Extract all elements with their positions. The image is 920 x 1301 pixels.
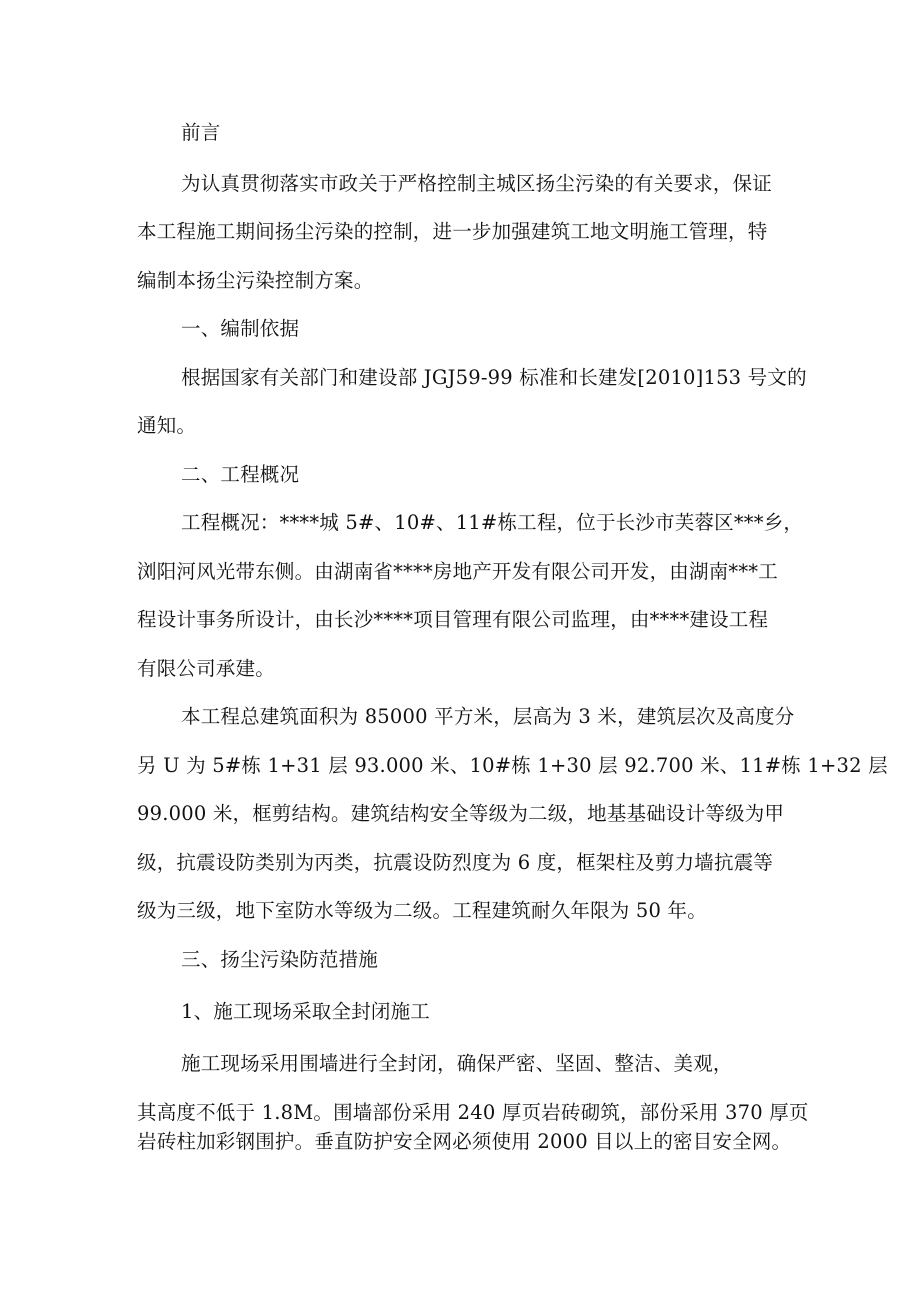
overview-p1-line-1: 工程概况：****城 5#、10#、11#栋工程，位于长沙市芙蓉区***乡，: [181, 511, 804, 534]
intro-line-2: 本工程施工期间扬尘污染的控制，进一步加强建筑工地文明施工管理，特: [137, 220, 768, 243]
subsection-heading-enclosure: 1、施工现场采取全封闭施工: [181, 1000, 431, 1023]
basis-line-1: 根据国家有关部门和建设部 JGJ59-99 标准和长建发[2010]153 号文的: [181, 366, 807, 389]
overview-p1-line-4: 有限公司承建。: [137, 657, 275, 680]
section-heading-overview: 二、工程概况: [181, 463, 300, 486]
overview-p1-line-2: 浏阳河风光带东侧。由湖南省****房地产开发有限公司开发，由湖南***工: [137, 560, 778, 583]
overview-p2-line-4: 级，抗震设防类别为丙类，抗震设防烈度为 6 度，框架柱及剪力墙抗震等: [137, 851, 774, 874]
basis-line-2: 通知。: [137, 414, 197, 437]
overview-p2-line-2: 另 U 为 5#栋 1+31 层 93.000 米、10#栋 1+30 层 92.700 米、11#栋 1+32 层: [137, 754, 888, 777]
overview-p2-line-5: 级为三级，地下室防水等级为二级。工程建筑耐久年限为 50 年。: [137, 899, 707, 922]
intro-line-1: 为认真贯彻落实市政关于严格控制主城区扬尘污染的有关要求，保证: [181, 172, 773, 195]
overview-p2-line-1: 本工程总建筑面积为 85000 平方米，层高为 3 米，建筑层次及高度分: [181, 705, 795, 728]
overview-p2-line-3: 99.000 米，框剪结构。建筑结构安全等级为二级，地基基础设计等级为甲: [137, 802, 785, 825]
section-heading-measures: 三、扬尘污染防范措施: [181, 948, 379, 971]
page-title: 前言: [181, 121, 221, 144]
section-heading-basis: 一、编制依据: [181, 317, 300, 340]
overview-p1-line-3: 程设计事务所设计，由长沙****项目管理有限公司监理，由****建设工程: [137, 608, 769, 631]
intro-line-3: 编制本扬尘污染控制方案。: [137, 269, 374, 292]
enclosure-line-2: 其高度不低于 1.8M。围墙部份采用 240 厚页岩砖砌筑，部份采用 370 厚页: [137, 1101, 809, 1124]
enclosure-line-3: 岩砖柱加彩钢围护。垂直防护安全网必须使用 2000 目以上的密目安全网。: [137, 1130, 792, 1153]
enclosure-line-1: 施工现场采用围墙进行全封闭，确保严密、坚固、整洁、美观，: [181, 1052, 733, 1075]
